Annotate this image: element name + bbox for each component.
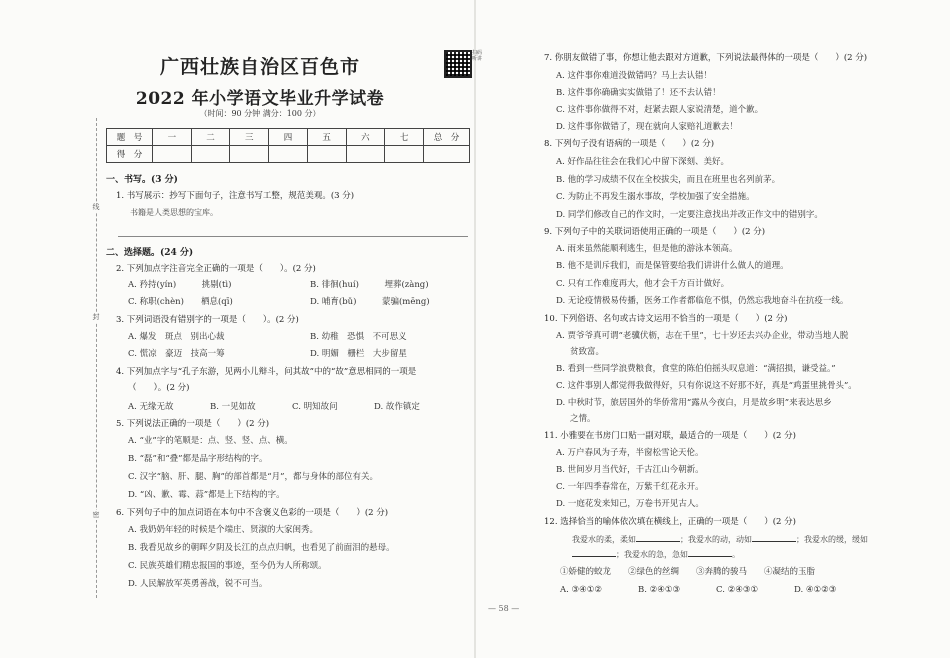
section-heading-choice: 二、选择题。(24 分) <box>106 248 194 258</box>
score-entry-cell[interactable] <box>269 146 308 163</box>
q12-text: 。 <box>732 550 740 559</box>
question-3-option-a: A. 爆发 斑点 别出心裁 <box>128 332 225 342</box>
question-4-option-a: A. 无缘无故 <box>128 402 174 412</box>
question-12: 12. 选择恰当的喻体依次填在横线上，正确的一项是（ ）(2 分) <box>544 517 796 527</box>
question-4: 4. 下列加点字与“孔子东游，见两小儿辩斗，问其故”中的“故”意思相同的一项是 <box>116 367 417 377</box>
score-entry-cell[interactable] <box>307 146 346 163</box>
question-3-option-c: C. 慌凉 豪迈 技高一筹 <box>128 349 225 359</box>
score-entry-cell[interactable] <box>230 146 269 163</box>
score-cell: 得 分 <box>107 146 153 163</box>
binding-label-line: 线 <box>88 202 104 212</box>
question-2-option-b: B. 徘徊(huí) 埋葬(zàng) <box>310 280 429 290</box>
score-table-score-row <box>107 146 470 163</box>
answer-blank[interactable] <box>572 548 616 557</box>
exam-time-score: （时间：90 分钟 满分：100 分） <box>199 109 321 118</box>
score-cell: 总 分 <box>424 129 470 146</box>
qr-code-icon[interactable] <box>444 50 472 78</box>
page-number-right: — 58 — <box>488 604 520 613</box>
question-9-option-c: C. 只有工作难度再大，他才会千方百计做好。 <box>556 279 730 289</box>
question-8-option-c: C. 为防止不再发生溺水事故，学校加强了安全措施。 <box>556 192 755 202</box>
exam-title: 2022 年小学语文毕业升学试卷 <box>135 89 385 109</box>
question-6-option-b: B. 我看见故乡的朝晖夕阴及长江的点点归帆，也看见了前面泪的悬母。 <box>128 543 395 553</box>
question-10-option-d: D. 中秋时节，旅居国外的华侨常用“露从今夜白，月是故乡明”来表达思乡 <box>556 398 832 408</box>
section-heading-writing: 一、书写。(3 分) <box>106 175 178 185</box>
question-2: 2. 下列加点字注音完全正确的一项是（ ）。(2 分) <box>116 264 316 274</box>
question-7-option-d: D. 这件事你做错了，现在就向人家赔礼道歉去！ <box>556 122 738 132</box>
answer-blank[interactable] <box>636 533 680 542</box>
question-6-option-c: C. 民族英雄们精忠报国的事迹，至今仍为人所称颂。 <box>128 561 327 571</box>
question-9: 9. 下列句子中的关联词语使用正确的一项是（ ）(2 分) <box>544 227 766 237</box>
question-12-metaphor-list: ①娇健的蛟龙 ②绿色的丝绸 ③奔腾的骏马 ④凝结的玉脂 <box>560 567 816 577</box>
question-5-option-d: D. “凶、歉、霉、蒜”都是上下结构的字。 <box>128 490 285 500</box>
score-cell: 四 <box>269 129 308 146</box>
q12-text: 我爱水的柔，柔如 <box>572 535 636 544</box>
question-9-option-b: B. 他不是训斥我们，而是保管要给我们讲讲什么做人的道理。 <box>556 261 789 271</box>
score-cell: 三 <box>230 129 269 146</box>
question-12-fill-line-2 <box>572 548 740 561</box>
question-1-sentence: 书籍是人类思想的宝库。 <box>130 208 218 217</box>
question-10-option-c: C. 这件事别人都觉得我做得好，只有你说这不好那不好，真是“鸡蛋里挑骨头”。 <box>556 381 857 391</box>
binding-label-secret: 密 <box>88 510 104 520</box>
binding-dashed-line <box>96 118 97 598</box>
score-cell: 七 <box>385 129 424 146</box>
score-table-header-row <box>107 129 470 146</box>
question-5-option-a: A. “业”字的笔顺是：点、竖、竖、点、横。 <box>128 436 293 446</box>
score-cell: 五 <box>307 129 346 146</box>
question-8-option-a: A. 好作品往往会在我们心中留下深刻、美好。 <box>556 157 730 167</box>
question-5-option-b: B. “磊”和“叠”都是品字形结构的字。 <box>128 454 268 464</box>
question-7: 7. 你朋友做错了事，你想让他去跟对方道歉，下列说法最得体的一项是（ ）(2 分) <box>544 53 868 63</box>
question-2-option-d: D. 哺育(bǔ) 蒙骗(mēng) <box>310 297 430 307</box>
question-10-option-a: A. 贾爷爷真可谓“老骥伏枥，志在千里”，七十岁还去兴办企业，带动当地人脱 <box>556 331 849 341</box>
question-4-option-d: D. 故作镇定 <box>374 402 420 412</box>
question-10-option-a-continued: 贫致富。 <box>570 347 605 357</box>
question-11-option-d: D. 一庭花发来知己，万卷书开见古人。 <box>556 499 704 509</box>
q12-text: ；我爱水的动，动如 <box>680 535 752 544</box>
question-12-option-a: A. ③④①② <box>560 585 603 595</box>
question-3-option-b: B. 幼稚 恐惧 不可思义 <box>310 332 407 342</box>
question-6: 6. 下列句子中的加点词语在本句中不含褒义色彩的一项是（ ）(2 分) <box>116 508 389 518</box>
question-11: 11. 小雅要在书房门口贴一副对联，最适合的一项是（ ）(2 分) <box>544 431 796 441</box>
question-12-option-c: C. ②④③① <box>716 585 759 595</box>
score-table <box>106 128 470 163</box>
score-entry-cell[interactable] <box>346 146 385 163</box>
score-entry-cell[interactable] <box>153 146 192 163</box>
question-4-option-b: B. 一见如故 <box>210 402 256 412</box>
question-3-option-d: D. 明媚 栅栏 大步留星 <box>310 349 407 359</box>
question-9-option-a: A. 雨来虽然能顺利逃生，但是他的游泳本领高。 <box>556 244 738 254</box>
question-6-option-a: A. 我奶奶年轻的时候是个端庄、贤淑的大家闺秀。 <box>128 525 319 535</box>
score-cell: 二 <box>191 129 230 146</box>
answer-blank[interactable] <box>688 548 732 557</box>
question-8: 8. 下列句子没有语病的一项是（ ）(2 分) <box>544 139 715 149</box>
question-2-option-c: C. 称职(chèn) 栖息(qī) <box>128 297 233 307</box>
question-7-option-b: B. 这件事你确确实实做错了！还不去认错！ <box>556 88 721 98</box>
question-12-option-b: B. ②④①③ <box>638 585 681 595</box>
question-7-option-c: C. 这件事你做得不对，赶紧去跟人家说清楚，道个歉。 <box>556 105 764 115</box>
question-4-option-c: C. 明知故问 <box>292 402 338 412</box>
question-7-option-a: A. 这件事你难道没做错吗？马上去认错！ <box>556 71 713 81</box>
question-10-option-d-continued: 之情。 <box>570 414 596 424</box>
q12-text: ；我爱水的缓，缓如 <box>796 535 868 544</box>
question-2-option-a: A. 矜持(yín) 挑剔(tì) <box>128 280 232 290</box>
score-entry-cell[interactable] <box>424 146 470 163</box>
question-12-fill-line-1 <box>572 533 868 546</box>
q12-text: ；我爱水的急，急如 <box>616 550 688 559</box>
question-10: 10. 下列俗语、名句或古诗文运用不恰当的一项是（ ）(2 分) <box>544 314 788 324</box>
score-cell: 题 号 <box>107 129 153 146</box>
question-11-option-c: C. 一年四季春常在，万紫千红花永开。 <box>556 482 704 492</box>
question-4-continued: （ ）。(2 分) <box>128 383 190 393</box>
score-entry-cell[interactable] <box>385 146 424 163</box>
question-11-option-b: B. 世间岁月当代好，千古江山今朝新。 <box>556 465 704 475</box>
score-entry-cell[interactable] <box>191 146 230 163</box>
answer-blank[interactable] <box>752 533 796 542</box>
question-10-option-b: B. 看到一些同学浪费粮食，食堂的陈伯伯摇头叹息道：“满招损，谦受益。” <box>556 364 836 374</box>
question-8-option-b: B. 他的学习成绩不仅在全校拔尖，而且在班里也名列前茅。 <box>556 175 781 185</box>
score-cell: 一 <box>153 129 192 146</box>
question-12-option-d: D. ④①②③ <box>794 585 837 595</box>
score-cell: 六 <box>346 129 385 146</box>
question-5-option-c: C. 汉字“脑、肝、腿、胸”的部首都是“月”，都与身体的部位有关。 <box>128 472 378 482</box>
question-8-option-d: D. 同学们修改自己的作文时，一定要注意找出并改正作文中的错别字。 <box>556 210 823 220</box>
question-3: 3. 下列词语没有错别字的一项是（ ）。(2 分) <box>116 315 299 325</box>
question-5: 5. 下列说法正确的一项是（ ）(2 分) <box>116 419 270 429</box>
question-6-option-d: D. 人民解放军英勇善战，锐不可当。 <box>128 579 268 589</box>
question-9-option-d: D. 无论疫情极易传播，医务工作者都临危不惧，仍然忘我地奋斗在抗疫一线。 <box>556 296 849 306</box>
binding-label-seal: 封 <box>88 312 104 322</box>
qr-code-label: 扫码听讲 <box>472 50 483 62</box>
question-1: 1. 书写展示：抄写下面句子，注意书写工整，规范美观。(3 分) <box>116 191 355 201</box>
question-11-option-a: A. 万户春风为子寿，半窗松雪论天伦。 <box>556 448 704 458</box>
writing-line[interactable] <box>118 236 468 237</box>
book-spine <box>474 0 476 658</box>
exam-title-region: 广西壮族自治区百色市 <box>159 56 360 78</box>
